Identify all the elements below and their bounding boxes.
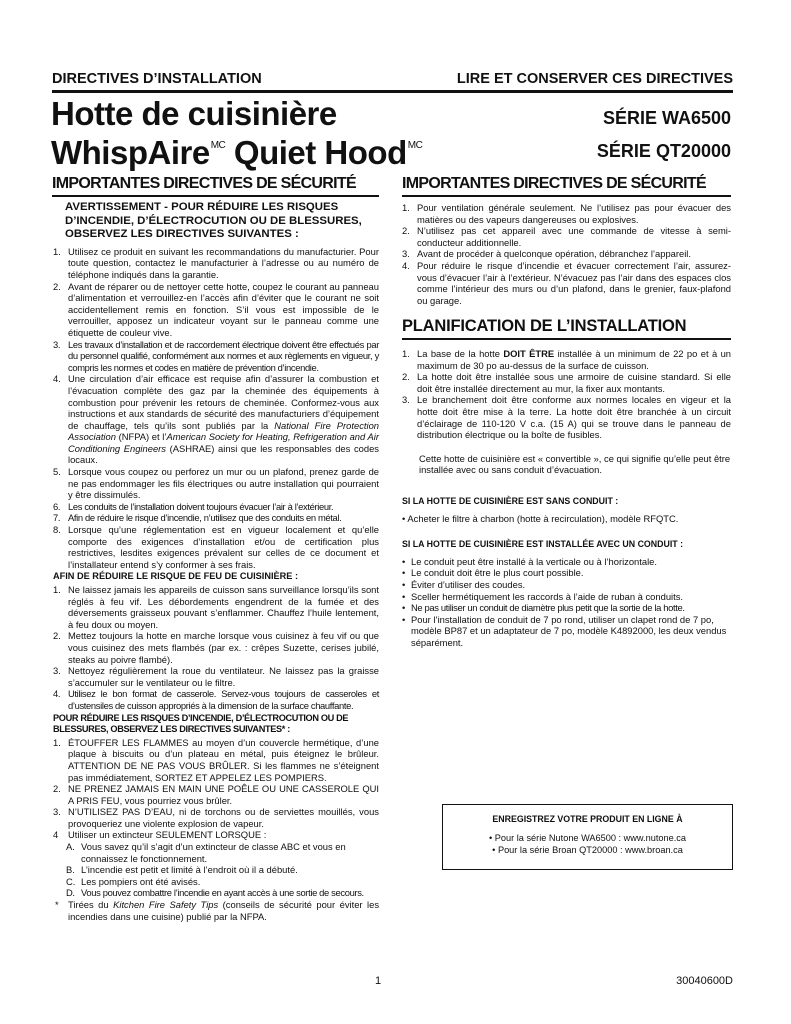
convertible-note: Cette hotte de cuisinière est « convertible », ce qui signifie qu’elle peut être installée avec ou sans conduit d’évacuation. [419,452,731,476]
list-item: • Pour l’installation de conduit de 7 po rond, utiliser un clapet rond de 7 po, modèle BP87 et un adaptateur de 7 po, modèle K4892000, les deux vendus séparément. [402,613,727,648]
grease-list [53,584,379,712]
planning-rule [402,338,731,340]
header-rule [52,90,733,93]
trademark-mark: MC [407,140,423,151]
list-item: 3. Nettoyez régulièrement la roue du ventilateur. Ne laissez pas la graisse s’accumuler sur le ventilateur ou le filtre. [53,665,379,688]
warning-text: AVERTISSEMENT - POUR RÉDUIRE LES RISQUES D’INCENDIE, D’ÉLECTROCUTION OU DE BLESSURES, OBSERVEZ LES DIRECTIVES SUIVANTES : [65,201,362,241]
list-item: 7. Afin de réduire le risque d’incendie, n’utilisez que des conduits en métal. [53,512,342,524]
list-item: 2. N’utilisez pas cet appareil avec une commande de vitesse à semi-conducteur additionnelle. [402,225,731,248]
list-sub-item: D. Vous pouvez combattre l’incendie en ayant accès à une sortie de secours. [66,887,364,899]
product-name: Quiet Hood [225,134,407,171]
list-item: 1. Utilisez ce produit en suivant les recommandations du manufacturier. Pour toute question, contactez le manufacturier à l’adresse ou au numéro de téléphone indiqués dans la garantie. [53,245,379,280]
list-item: 1. ÉTOUFFER LES FLAMMES au moyen d’un couvercle hermétique, d’une plaque à biscuits ou d’un plateau en métal, puis éteignez le brûleur. ATTENTION DE NE PAS VOUS BRÛLER. Si les flammes ne s’éteignent pas immédiatement, SORTEZ ET APPELEZ LES POMPIERS. [53,736,379,783]
list-item: • Le conduit peut être installé à la verticale ou à l’horizontale. [402,555,657,567]
duct-list [402,556,731,649]
list-item: 3. Le branchement doit être conforme aux normes locales en vigeur et la hotte doit être mise à la terre. La hotte doit être branchée à un circuit d’éclairage de 110-120 V c.a. (15 A) qui se trouve dans le panneau de distribution électrique ou la boîte de fusibles. [402,394,731,441]
duct-heading: SI LA HOTTE DE CUISINIÈRE EST INSTALLÉE AVEC UN CONDUIT : [402,539,684,550]
header-right: LIRE ET CONSERVER CES DIRECTIVES [456,71,733,87]
planning-column [402,348,731,648]
list-sub-item: C. Les pompiers ont été avisés. [66,875,201,887]
doc-title-line2 [51,134,422,172]
right-column [402,202,731,306]
planning-heading: PLANIFICATION DE L’INSTALLATION [402,317,687,335]
list-item: 3. Avant de procéder à quelconque opération, débranchez l’appareil. [402,248,691,260]
fire-list [53,737,379,899]
list-item: 2. La hotte doit être installée sous une armoire de cuisine standard. Si elle doit être installée directement au mur, la fixer aux montants. [402,371,731,394]
page-number: 1 [375,975,382,987]
list-item: 4. Une circulation d’air efficace est requise afin d’assurer la combustion et l’évacuation complète des gaz par la cheminée des équipements à combustion pour prévenir les retours de cheminée. Conformez-vous aux instructions et aux standards de sécurité des manufacturiers d’équipement de chauffage, tels qu’ils sont publiés par la National Fire Protection Association (NFPA) et l’American Society for Heating, Refrigeration and Air Conditioning Engineers (ASHRAE) ainsi que les responsables des codes locaux. [53,373,379,466]
no-duct-item: • Acheter le filtre à charbon (hotte à recirculation), modèle RFQTC. [402,512,679,524]
list-item: 1. La base de la hotte DOIT ÊTRE installée à un minimum de 22 po et à un maximum de 30 po au-dessus de la surface de cuisson. [402,348,732,371]
header-left: DIRECTIVES D’INSTALLATION [52,71,262,87]
registration-box [442,804,733,870]
list-sub-item: B. L’incendie est petit et limité à l’endroit où il a débuté. [66,864,298,876]
list-sub-item: A. Vous savez qu’il s’agit d’un extincteur de classe ABC et vous en connaissez le fonctionnement. [66,841,346,864]
left-section-heading: IMPORTANTES DIRECTIVES DE SÉCURITÉ [52,175,356,192]
list-item: • Ne pas utiliser un conduit de diamètre plus petit que la sortie de la hotte. [402,602,685,614]
list-item: 6. Les conduits de l’installation doivent toujours évacuer l’air à l’extérieur. [53,500,334,512]
trademark-mark: MC [210,140,226,151]
doc-title-line1: Hotte de cuisinière [51,95,337,132]
document-code: 30040600D [676,975,733,987]
list-item: 2. Mettez toujours la hotte en marche lorsque vous cuisinez à feu vif ou que vous cuisinez des mets flambés (par ex. : crêpes Suzette, cerises jubilé, steaks au poivre flambé). [53,630,379,665]
list-item: • Le conduit doit être le plus court possible. [402,567,584,579]
list-item: 4. Pour réduire le risque d’incendie et évacuer correctement l’air, assurez-vous d’évacuer l’air à l’extérieur. N’évacuez pas l’air dans des espaces clos comme l’intérieur des murs ou d’un plafond, dans le grenier, faux-plafond ou garage. [402,259,731,306]
grease-heading: AFIN DE RÉDUIRE LE RISQUE DE FEU DE CUISINIÈRE : [53,571,299,582]
planning-list [402,348,731,441]
right-section-heading: IMPORTANTES DIRECTIVES DE SÉCURITÉ [402,175,706,192]
registration-title: ENREGISTREZ VOTRE PRODUIT EN LIGNE À [492,814,683,824]
list-item: 3. Les travaux d’installation et de raccordement électrique doivent être effectués par du personnel qualifié, conformément aux normes et aux règlements en vigueur, y compris les normes et codes en matière de prévention d’incendie. [53,338,379,373]
list-item: 8. Lorsque qu’une réglementation est en vigueur localement et qu’elle comporte des exigences d’installation et/ou de certification plus restrictives, lesdites exigences prévalent sur celles de ce document et l’installateur entend s’y conformer à ses frais. [53,524,379,570]
right-section-rule [402,195,731,197]
list-item: 4 Utiliser un extincteur SEULEMENT LORSQUE : [53,829,267,841]
series-qt20000: SÉRIE QT20000 [596,141,731,161]
list-item: 1. Ne laissez jamais les appareils de cuisson sans surveillance lorsqu’ils sont réglés à feu vif. Les débordements engendrent de la fumée et des déversements graisseux pouvant s’enflammer. Chauffez l’huile lentement, à feu doux ou moyen. [53,584,379,630]
footnote: * Tirées du Kitchen Fire Safety Tips (conseils de sécurité pour éviter les incendies dans une cuisine) publié par la NFPA. [55,899,380,922]
list-item: 1. Pour ventilation générale seulement. Ne l’utilisez pas pour évacuer des matières ou des vapeurs dangereuses ou explosives. [402,202,731,225]
list-item: • Sceller hermétiquement les raccords à l’aide de ruban à conduits. [402,590,684,602]
list-item: 5. Lorsque vous coupez ou perforez un mur ou un plafond, prenez garde de ne pas endommager les fils électriques ou autre installation qui pourraient y être dissimulés. [53,466,379,501]
series-wa6500: SÉRIE WA6500 [602,108,731,128]
list-item: 4. Utilisez le bon format de casserole. Servez-vous toujours de casseroles et d’ustensiles de cuisson appropriés à la dimension de la surface chauffante. [53,688,379,711]
fire-heading: POUR RÉDUIRE LES RISQUES D’INCENDIE, D’ÉLECTROCUTION OU DE BLESSURES, OBSERVEZ LES DIRECTIVES SUIVANTES* : [53,712,349,735]
left-section-rule [52,195,379,197]
no-duct-heading: SI LA HOTTE DE CUISINIÈRE EST SANS CONDUIT : [402,495,619,506]
list-item: 2. Avant de réparer ou de nettoyer cette hotte, coupez le courant au panneau d’alimentation et verrouillez-en l’accès afin d’éviter que le courant ne soit accidentellement remis en fonction. S’il vous est impossible de le verrouiller, apposez un indicateur voyant sur le panneau comme une étiquette de couleur vive. [53,280,379,338]
safety-list [53,246,379,571]
list-item: 3. N’UTILISEZ PAS D’EAU, ni de torchons ou de serviettes mouillés, vous provoqueriez une violente explosion de vapeur. [53,806,379,829]
list-item: 2. NE PRENEZ JAMAIS EN MAIN UNE POÊLE OU UNE CASSEROLE QUI A PRIS FEU, vous pourriez vous brûler. [53,783,379,806]
registration-nutone: • Pour la série Nutone WA6500 : www.nutone.ca [489,833,686,843]
right-safety-list [402,202,731,306]
registration-broan: • Pour la série Broan QT20000 : www.broan.ca [492,845,683,855]
list-item: • Éviter d’utiliser des coudes. [402,578,526,590]
left-column [53,201,379,922]
brand-name: WhispAire [51,134,210,171]
